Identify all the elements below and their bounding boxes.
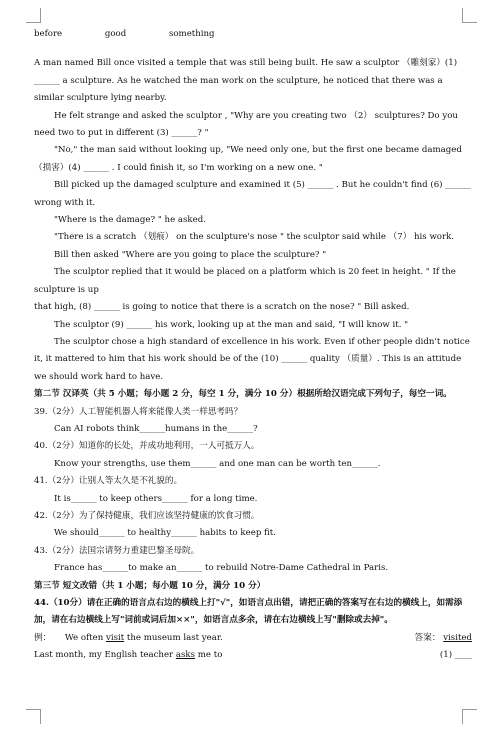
question-42: 42.（2分）为了保持健康，我们应该坚持健康的饮食习惯。 (34, 510, 260, 521)
example-answer-label: 答案： (414, 632, 441, 643)
cloze-paragraph-1: A man named Bill once visited a temple that was still being built. He saw a sculptor （雕刻家）(1) ______ a sculpture. As he watched the man work on the sculpture, he noticed that there was a similar sculpture lying nearby. (34, 58, 458, 104)
word-option: before (34, 29, 63, 39)
word-option: something (168, 29, 215, 39)
answer-42: We should______ to healthy______ habits to keep fit. (54, 528, 276, 539)
question-41: 41.（2分）让别人等太久是不礼貌的。 (34, 476, 183, 487)
question-40: 40.（2分）知道你的长处，并成功地利用，一人可抵万人。 (34, 441, 260, 452)
passage-line (34, 647, 222, 664)
example-underlined-word: visit (105, 632, 125, 643)
example-prefix: 例： (34, 632, 52, 643)
crop-mark-bottom-left (26, 709, 41, 724)
cloze-paragraph-10: The sculptor (9) ______ his work, looking up at the man and said, "I will know it. " (54, 319, 409, 330)
cloze-paragraph-11: The sculptor chose a high standard of excellence in his work. Even if other people didn't notice it, it mattered to him that his work should be of the (10) ______ quality （质量）. This is an attitude we should work hard to have. (34, 336, 470, 382)
cloze-paragraph-4: Bill picked up the damaged sculpture and examined it (5) ______ . But he couldn't find (6) ______ wrong with it. (34, 180, 472, 208)
question-39: 39.（2分）人工智能机器人将来能像人类一样思考吗？ (34, 406, 243, 417)
cloze-paragraph-9: that high, (8) ______ is going to notice that there is a scratch on the nose? " Bill asked. (34, 302, 410, 313)
answer-39: Can AI robots think______humans in the______? (54, 423, 258, 434)
cloze-paragraph-6: "There is a scratch （划痕） on the sculpture's nose " the sculptor said while （7） his work. (54, 232, 455, 243)
word-bank-row (34, 26, 472, 43)
error-correction-line-1 (34, 647, 472, 664)
document-body (34, 26, 472, 665)
example-row (34, 630, 472, 647)
word-option: good (104, 29, 127, 39)
cloze-paragraph-7: Bill then asked "Where are you going to place the sculpture? " (54, 249, 327, 260)
example-text-a: We often (64, 632, 106, 643)
cloze-paragraph-5: "Where is the damage? " he asked. (54, 215, 206, 226)
example-sentence (34, 630, 223, 647)
section-2-heading: 第二节 汉译英（共 5 小题；每小题 2 分，每空 1 分，满分 10 分）根据所给汉语完成下列句子，每空一词。 (34, 389, 452, 400)
cloze-paragraph-2: He felt strange and asked the sculptor , "Why are you creating two （2） sculptures? Do you need two to put in different (3) ______? " (34, 110, 458, 139)
crop-mark-bottom-right (462, 709, 477, 724)
answer-41: It is______ to keep others______ for a long time. (54, 493, 258, 504)
section-3-heading: 第三节 短文改错（共 1 小题；每小题 10 分，满分 10 分） (34, 580, 266, 591)
crop-mark-top-right (462, 8, 477, 23)
passage-underlined-word: asks (175, 650, 196, 661)
passage-text-b: me to (195, 650, 223, 661)
example-text-b: the museum last year. (124, 632, 223, 643)
example-answer-value: visited (443, 632, 472, 643)
passage-text-a: Last month, my English teacher (34, 650, 176, 661)
answer-blank-1[interactable]: (1) ____ (439, 650, 472, 661)
cloze-paragraph-8: The sculptor replied that it would be placed on a platform which is 20 feet in height. " If the sculpture is up (34, 267, 456, 295)
section-3-instruction: 44.（10分）请在正确的语言点右边的横线上打"√"，如语言点出错，请把正确的答案写在右边的横线上，如需添加，请在右边横线上写"词前或词后加××"，如语言点多余，请在右边横线上写"删除或去掉"。 (34, 598, 463, 626)
answer-43: France has______to make an______ to rebuild Notre-Dame Cathedral in Paris. (54, 563, 389, 574)
cloze-paragraph-3: "No," the man said without looking up, "We need only one, but the first one became damaged（损害）(4) ______ . I could finish it, so I'm working on a new one. " (34, 145, 462, 173)
spacer (34, 43, 472, 55)
answer-40: Know your strengths, use them______ and one man can be worth ten______. (54, 458, 381, 469)
example-answer (415, 630, 472, 647)
question-43: 43.（2分）法国宗请努力重建巴黎圣母院。 (34, 545, 200, 556)
crop-mark-top-left (26, 8, 41, 23)
